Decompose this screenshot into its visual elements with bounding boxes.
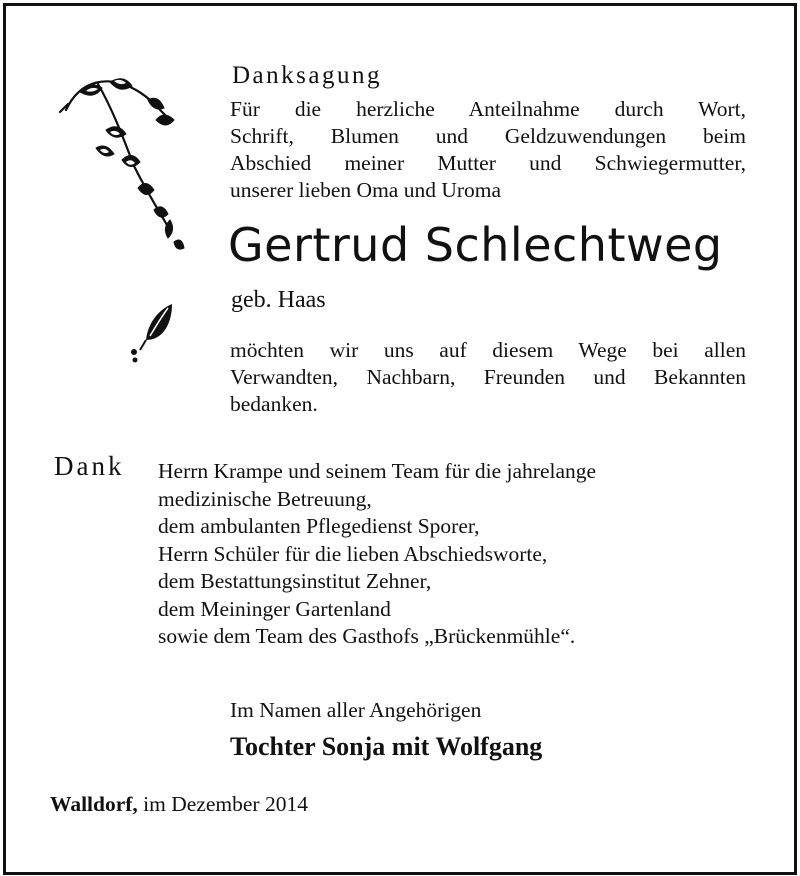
list-item: sowie dem Team des Gasthofs „Brückenmühle“. [158, 624, 576, 648]
place-name: Walldorf, [50, 792, 138, 816]
dank-label: Dank [54, 451, 125, 481]
thanks-line: bedanken. [230, 392, 318, 416]
intro-line: Für die herzliche Anteilnahme durch Wort, [230, 97, 746, 121]
thanks-line: Verwandten, Nachbarn, Freunden und Bekannten [230, 365, 746, 389]
thanks-line: möchten wir uns auf diesem Wege bei allen [230, 338, 746, 362]
list-item: Herrn Krampe und seinem Team für die jahrelange [158, 459, 597, 483]
list-item: dem ambulanten Pflegedienst Sporer, [158, 514, 480, 538]
dank-list [158, 458, 596, 651]
intro-line: Abschied meiner Mutter und Schwiegermutter, [230, 151, 746, 175]
notice-heading: Danksagung [232, 62, 382, 89]
signers: Tochter Sonja mit Wolfgang [230, 732, 543, 761]
list-item: dem Meininger Gartenland [158, 596, 391, 621]
intro-line: unserer lieben Oma und Uroma [230, 178, 502, 202]
closing-line: Im Namen aller Angehörigen [230, 698, 482, 722]
thanks-paragraph [230, 337, 746, 418]
place-date [50, 792, 308, 817]
birth-name: geb. Haas [231, 287, 326, 313]
list-item: dem Bestattungsinstitut Zehner, [158, 569, 432, 593]
list-item: Herrn Schüler für die lieben Abschiedsworte, [158, 541, 548, 566]
birch-branch-icon [58, 70, 208, 260]
list-item: medizinische Betreuung, [158, 486, 372, 511]
intro-paragraph [230, 96, 746, 204]
falling-leaf-icon [126, 300, 186, 370]
deceased-name: Gertrud Schlechtweg [228, 218, 723, 272]
date-text: im Dezember 2014 [143, 792, 308, 816]
intro-line: Schrift, Blumen und Geldzuwendungen beim [230, 124, 746, 148]
